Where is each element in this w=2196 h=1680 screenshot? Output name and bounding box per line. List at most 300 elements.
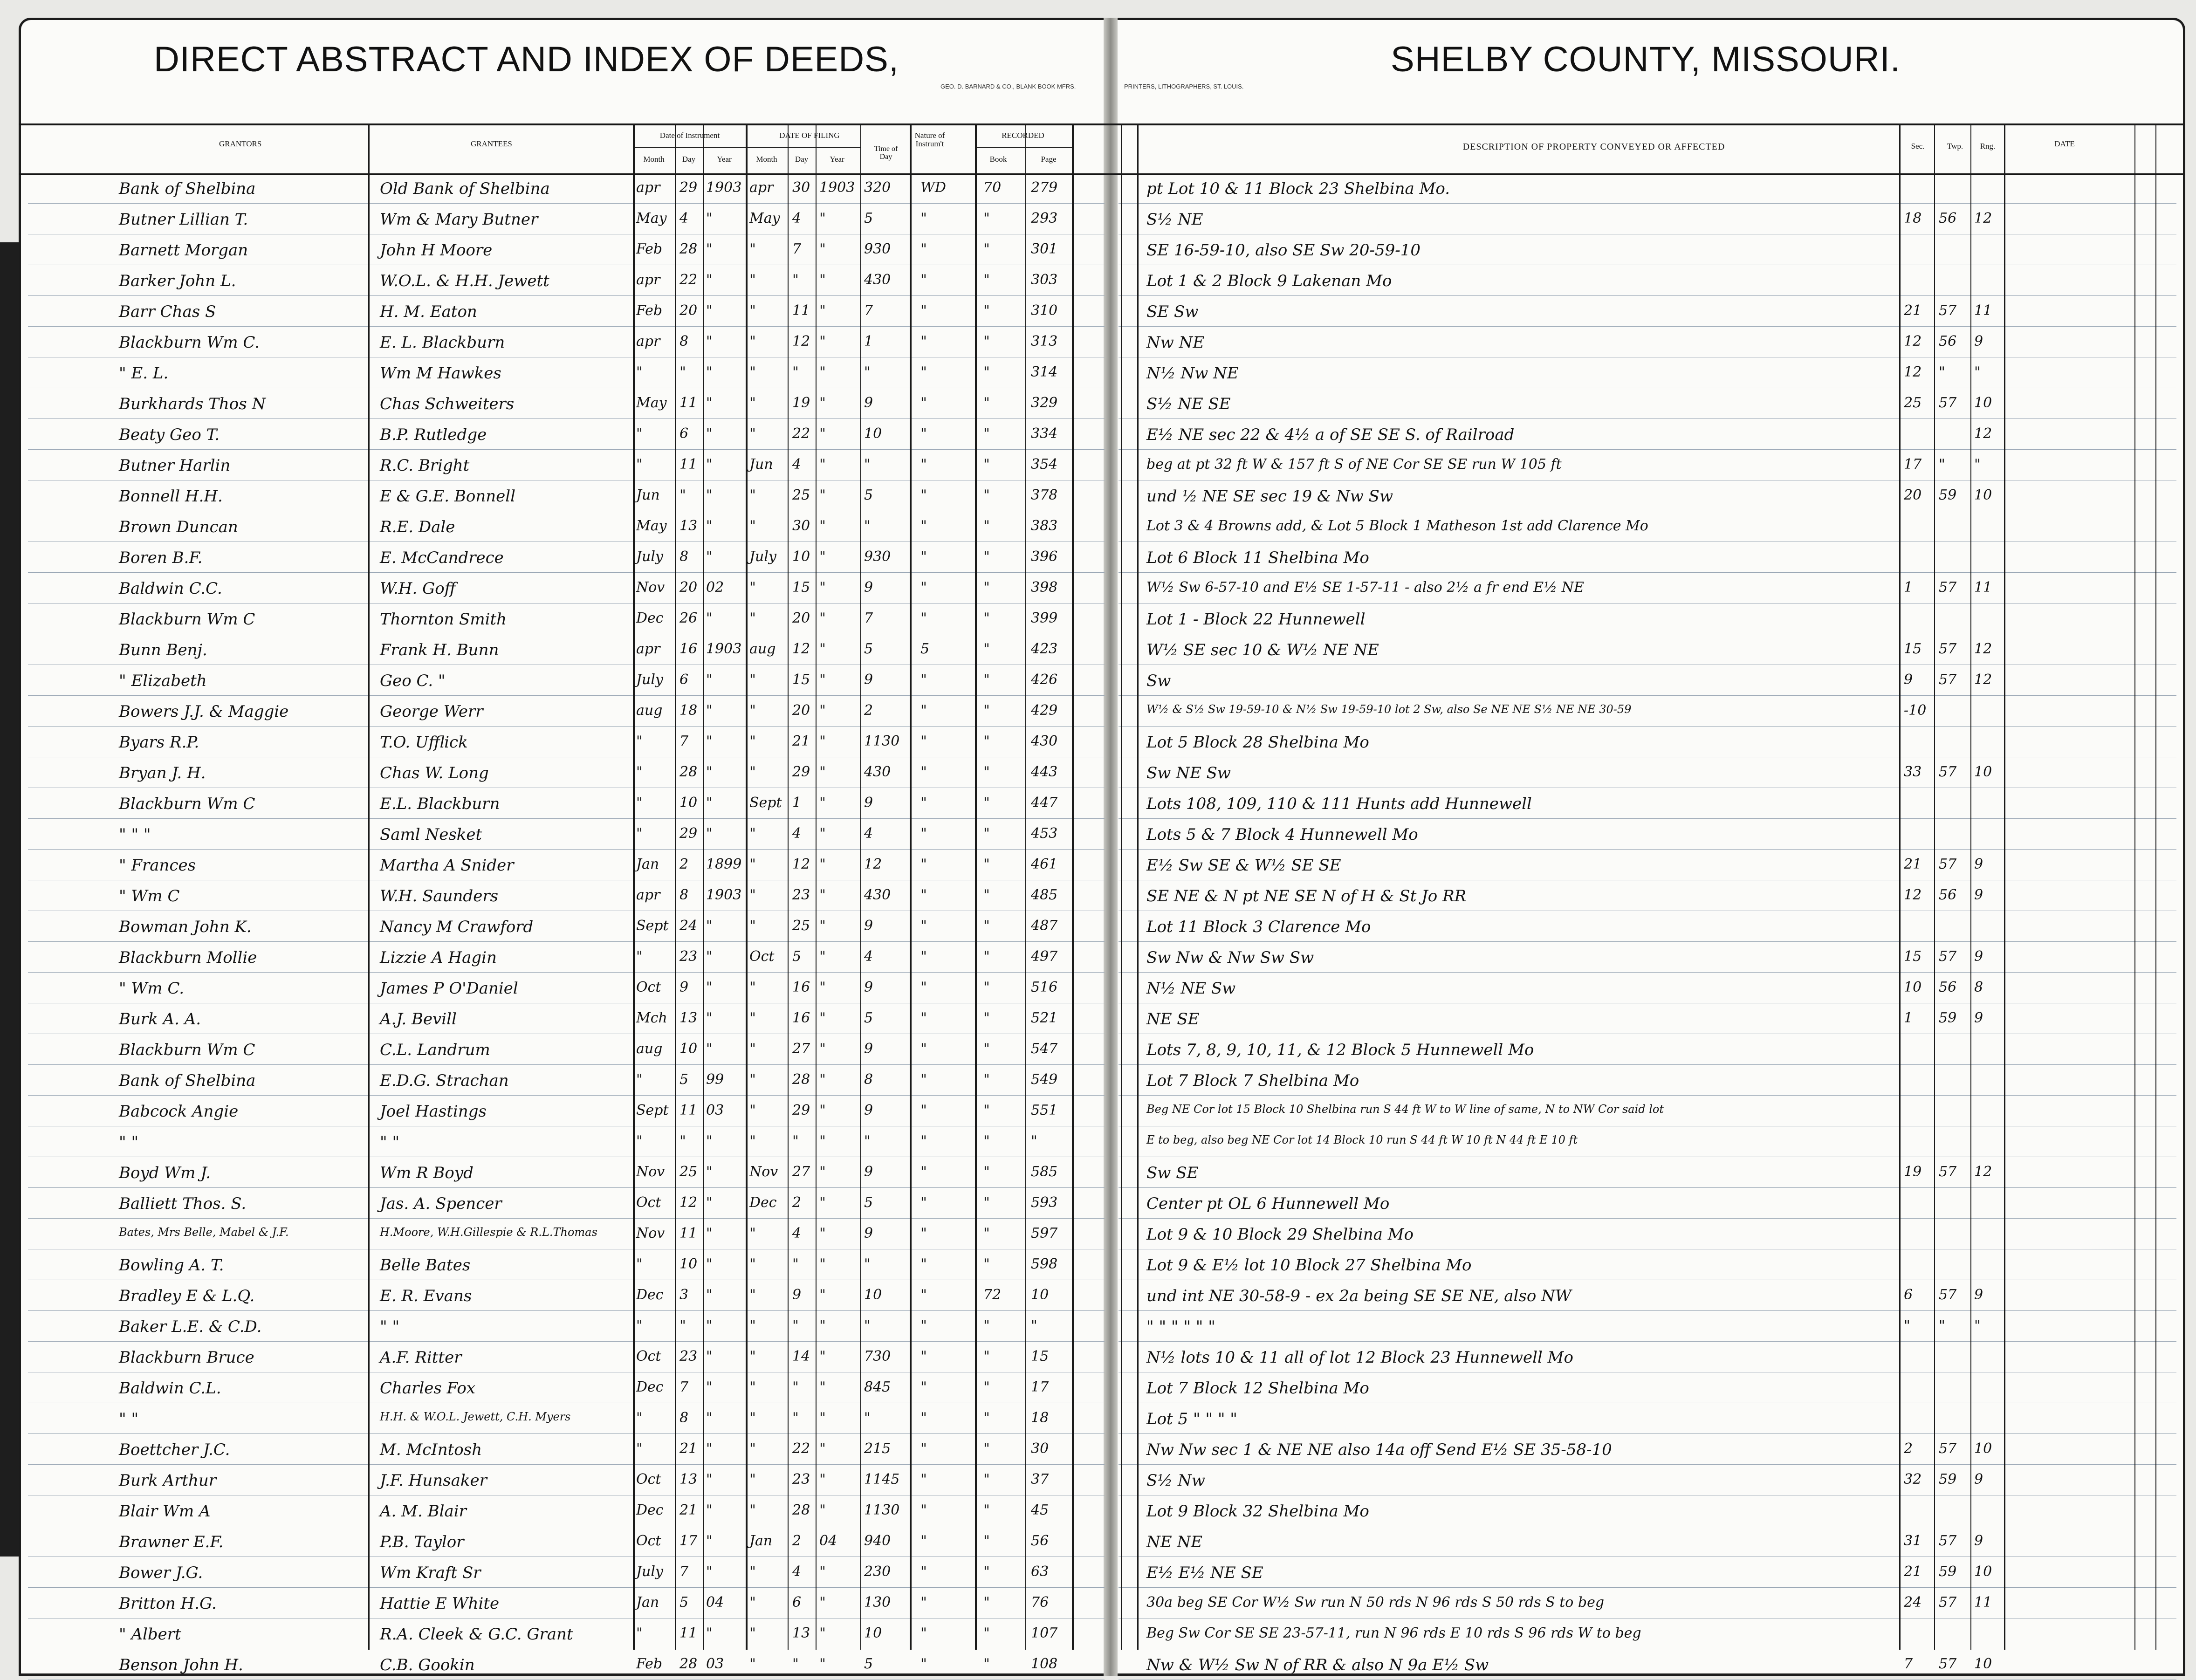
entry-grantor: Blackburn Wm C (119, 1041, 255, 1059)
entry-f-month: apr (749, 179, 774, 196)
entry-rng: 12 (1974, 425, 1992, 442)
entry-book: 72 (983, 1287, 1002, 1303)
book-gutter (1104, 18, 1118, 1676)
entry-grantor: " Frances (119, 856, 196, 875)
entry-f-year: " (819, 1656, 826, 1672)
entry-twp: " (1939, 1317, 1945, 1334)
entry-book: 70 (983, 179, 1002, 196)
entry-time: 430 (864, 764, 891, 780)
entry-nature: " (920, 918, 927, 934)
entry-grantor: Benson John H. (119, 1656, 243, 1674)
header-month-filing: Month (756, 155, 777, 164)
entry-grantee: Chas W. Long (380, 764, 489, 782)
entry-i-month: Jan (636, 856, 659, 872)
entry-sec: 12 (1904, 364, 1922, 380)
entry-f-day: 22 (792, 1440, 810, 1457)
entry-f-year: " (819, 1440, 826, 1457)
entry-nature: " (920, 241, 927, 257)
entry-book: " (983, 1225, 990, 1241)
entry-i-year: " (706, 1502, 713, 1518)
entry-f-month: " (749, 1348, 756, 1365)
entry-grantor: " " (119, 1410, 139, 1428)
entry-i-day: 5 (679, 1594, 689, 1611)
entry-grantor: Barr Chas S (119, 302, 216, 321)
entry-f-month: " (749, 1010, 756, 1026)
entry-i-year: " (706, 425, 713, 442)
row-rule (28, 726, 1105, 727)
entry-grantee: H. M. Eaton (380, 302, 477, 321)
entry-page: 310 (1031, 302, 1058, 319)
entry-page: 329 (1031, 395, 1058, 411)
entry-nature: WD (920, 179, 946, 196)
entry-time: " (864, 1410, 871, 1426)
entry-f-year: " (819, 887, 826, 903)
entry-f-day: " (792, 272, 799, 288)
row-rule (1119, 1310, 2176, 1311)
entry-time: 9 (864, 672, 873, 688)
entry-book: " (983, 364, 990, 380)
entry-i-day: 21 (679, 1502, 698, 1518)
entry-i-month: aug (636, 1041, 663, 1057)
entry-f-month: " (749, 241, 756, 257)
entry-nature: 5 (920, 641, 930, 657)
entry-time: 4 (864, 948, 873, 965)
entry-book: " (983, 425, 990, 442)
entry-i-day: 20 (679, 579, 698, 596)
entry-grantee: A.F. Ritter (380, 1348, 462, 1367)
entry-time: 4 (864, 825, 873, 842)
entry-nature: " (920, 1440, 927, 1457)
entry-sec: 19 (1904, 1164, 1922, 1180)
entry-grantee: J.F. Hunsaker (380, 1471, 487, 1490)
entry-f-year: " (819, 1194, 826, 1211)
entry-page: 383 (1031, 518, 1058, 534)
column-rule (1072, 123, 1074, 1650)
entry-page: 593 (1031, 1194, 1058, 1211)
entry-grantor: Blair Wm A (119, 1502, 211, 1521)
entry-page: 447 (1031, 795, 1058, 811)
entry-i-day: 8 (679, 887, 689, 903)
entry-book: " (983, 856, 990, 872)
entry-nature: " (920, 1563, 927, 1580)
entry-twp: 57 (1939, 1164, 1957, 1180)
entry-page: 30 (1031, 1440, 1049, 1457)
entry-f-day: 2 (792, 1533, 802, 1549)
entry-i-year: 02 (706, 579, 724, 596)
entry-i-year: 03 (706, 1102, 724, 1118)
entry-nature: " (920, 1317, 927, 1334)
entry-book: " (983, 1317, 990, 1334)
entry-grantor: Britton H.G. (119, 1594, 217, 1613)
entry-i-day: 20 (679, 302, 698, 319)
entry-nature: " (920, 549, 927, 565)
row-rule (1119, 1095, 2176, 1096)
row-rule (28, 1464, 1105, 1465)
entry-grantee: M. McIntosh (380, 1440, 482, 1459)
entry-page: 551 (1031, 1102, 1058, 1118)
entry-nature: " (920, 610, 927, 626)
entry-sec: 25 (1904, 395, 1922, 411)
entry-page: 521 (1031, 1010, 1058, 1026)
entry-f-year: " (819, 641, 826, 657)
entry-f-day: 4 (792, 456, 802, 473)
entry-nature: " (920, 302, 927, 319)
entry-f-month: " (749, 579, 756, 596)
entry-i-day: 28 (679, 241, 698, 257)
entry-grantee: W.H. Saunders (380, 887, 499, 905)
entry-description: SE Sw (1146, 302, 1199, 321)
entry-i-year: " (706, 918, 713, 934)
entry-i-month: May (636, 518, 667, 534)
entry-f-month: " (749, 672, 756, 688)
entry-book: " (983, 518, 990, 534)
entry-nature: " (920, 1071, 927, 1088)
entry-grantor: " Albert (119, 1625, 181, 1644)
entry-f-year: " (819, 241, 826, 257)
entry-f-day: " (792, 1317, 799, 1334)
entry-time: 12 (864, 856, 882, 872)
entry-book: " (983, 825, 990, 842)
header-description: DESCRIPTION OF PROPERTY CONVEYED OR AFFECTED (1462, 142, 1725, 152)
entry-i-month: apr (636, 179, 660, 196)
entry-i-year: " (706, 1625, 713, 1641)
entry-book: " (983, 641, 990, 657)
row-rule (28, 1310, 1105, 1311)
entry-rng: 12 (1974, 1164, 1992, 1180)
entry-rng: 11 (1974, 1594, 1992, 1611)
entry-i-month: Oct (636, 1194, 661, 1211)
row-rule (28, 1187, 1105, 1188)
entry-description: Lot 9 & 10 Block 29 Shelbina Mo (1146, 1225, 1414, 1244)
entry-twp: 57 (1939, 302, 1957, 319)
header-book: Book (989, 155, 1007, 164)
entry-grantor: Baldwin C.C. (119, 579, 222, 598)
entry-time: 320 (864, 179, 891, 196)
entry-f-day: 16 (792, 979, 810, 995)
entry-page: 487 (1031, 918, 1058, 934)
entry-time: 9 (864, 979, 873, 995)
entry-book: " (983, 1471, 990, 1488)
header-year-instrument: Year (717, 155, 732, 164)
header-twp: Twp. (1947, 142, 1963, 151)
entry-book: " (983, 1656, 990, 1672)
entry-grantor: Barnett Morgan (119, 241, 248, 260)
entry-nature: " (920, 1348, 927, 1365)
row-rule (28, 203, 1105, 204)
entry-grantee: A. M. Blair (380, 1502, 467, 1521)
header-date: DATE (2054, 139, 2075, 148)
entry-i-year: " (706, 1317, 713, 1334)
entry-twp: 57 (1939, 1440, 1957, 1457)
entry-f-day: 9 (792, 1287, 802, 1303)
entry-grantor: " Wm C. (119, 979, 185, 998)
entry-rng: 10 (1974, 1656, 1992, 1672)
entry-grantee: E. L. Blackburn (380, 333, 505, 352)
entry-grantor: Blackburn Wm C (119, 610, 255, 629)
entry-page: 378 (1031, 487, 1058, 503)
header-nature: Nature of Instrum't (914, 131, 945, 148)
entry-grantor: Bank of Shelbina (119, 179, 256, 198)
entry-book: " (983, 1010, 990, 1026)
printer-imprint-left: GEO. D. BARNARD & CO., BLANK BOOK MFRS. (940, 83, 1076, 90)
entry-sec: 18 (1904, 210, 1922, 226)
entry-rng: 10 (1974, 395, 1992, 411)
entry-grantee: Lizzie A Hagin (380, 948, 497, 967)
entry-twp: 59 (1939, 1471, 1957, 1488)
entry-i-year: " (706, 672, 713, 688)
entry-description: Lot 3 & 4 Browns add, & Lot 5 Block 1 Matheson 1st add Clarence Mo (1146, 518, 1648, 534)
entry-sec: 21 (1904, 1563, 1922, 1580)
row-rule (1119, 695, 2176, 696)
entry-book: " (983, 979, 990, 995)
entry-book: " (983, 1563, 990, 1580)
column-rule (746, 123, 748, 1650)
column-rule (1934, 123, 1935, 1650)
entry-i-day: 11 (679, 456, 698, 473)
printer-imprint-right: PRINTERS, LITHOGRAPHERS, ST. LOUIS. (1124, 83, 1244, 90)
entry-rng: 10 (1974, 1440, 1992, 1457)
entry-nature: " (920, 579, 927, 596)
entry-nature: " (920, 1194, 927, 1211)
entry-description: SE NE & N pt NE SE N of H & St Jo RR (1146, 887, 1467, 905)
entry-f-year: " (819, 579, 826, 596)
entry-page: 313 (1031, 333, 1058, 350)
entry-i-year: " (706, 948, 713, 965)
header-date-instrument: Date of Instrument (659, 131, 720, 140)
column-rule (1899, 123, 1901, 1650)
entry-i-day: " (679, 487, 686, 503)
entry-i-day: 13 (679, 1471, 698, 1488)
entry-description: S½ NE (1146, 210, 1203, 229)
entry-description: Lot 11 Block 3 Clarence Mo (1146, 918, 1371, 936)
entry-grantee: R.E. Dale (380, 518, 455, 536)
entry-twp: 57 (1939, 764, 1957, 780)
entry-f-day: 4 (792, 1563, 802, 1580)
entry-page: 399 (1031, 610, 1058, 626)
entry-description: Sw SE (1146, 1164, 1199, 1182)
entry-sec: 1 (1904, 579, 1913, 596)
entry-f-month: " (749, 610, 756, 626)
entry-grantor: Bowers J.J. & Maggie (119, 702, 289, 721)
header-date-filing: DATE OF FILING (779, 131, 840, 140)
entry-book: " (983, 1625, 990, 1641)
entry-f-day: 19 (792, 395, 810, 411)
entry-grantor: Bunn Benj. (119, 641, 207, 659)
entry-i-month: Dec (636, 1502, 664, 1518)
entry-i-day: 16 (679, 641, 698, 657)
entry-f-day: 30 (792, 518, 810, 534)
entry-grantor: Blackburn Wm C (119, 795, 255, 813)
row-rule (1119, 449, 2176, 450)
entry-grantee: W.H. Goff (380, 579, 456, 598)
entry-f-day: 5 (792, 948, 802, 965)
entry-i-month: Dec (636, 1287, 664, 1303)
entry-nature: " (920, 825, 927, 842)
entry-description: Lots 7, 8, 9, 10, 11, & 12 Block 5 Hunnewell Mo (1146, 1041, 1534, 1059)
entry-f-day: 27 (792, 1164, 810, 1180)
entry-grantee: Nancy M Crawford (380, 918, 534, 936)
row-rule (1119, 295, 2176, 296)
column-rule (368, 123, 370, 1650)
row-rule (28, 1218, 1105, 1219)
entry-grantee: Charles Fox (380, 1379, 476, 1398)
entry-description: W½ Sw 6-57-10 and E½ SE 1-57-11 - also 2½ a fr end E½ NE (1146, 579, 1584, 596)
entry-i-year: " (706, 549, 713, 565)
column-rule (2004, 123, 2005, 1650)
entry-description: W½ & S½ Sw 19-59-10 & N½ Sw 19-59-10 lot 2 Sw, also Se NE NE S½ NE NE 30-59 (1146, 703, 1632, 716)
entry-rng: 9 (1974, 1010, 1983, 1026)
entry-time: 930 (864, 549, 891, 565)
entry-i-year: " (706, 210, 713, 226)
entry-description: Lots 5 & 7 Block 4 Hunnewell Mo (1146, 825, 1418, 844)
entry-f-day: 15 (792, 672, 810, 688)
header-grantees: GRANTEES (471, 139, 512, 148)
entry-f-year: " (819, 395, 826, 411)
left-page (19, 18, 1116, 1676)
entry-i-month: July (636, 549, 663, 565)
entry-rng: 9 (1974, 856, 1983, 872)
entry-page: 37 (1031, 1471, 1049, 1488)
entry-i-day: 29 (679, 179, 698, 196)
entry-i-month: May (636, 395, 667, 411)
entry-book: " (983, 456, 990, 473)
entry-nature: " (920, 425, 927, 442)
entry-grantee: H.Moore, W.H.Gillespie & R.L.Thomas (380, 1226, 597, 1239)
entry-i-year: " (706, 333, 713, 350)
entry-nature: " (920, 733, 927, 749)
entry-i-year: " (706, 1379, 713, 1395)
entry-sec: 15 (1904, 948, 1922, 965)
entry-sec: 17 (1904, 456, 1922, 473)
row-rule (28, 326, 1105, 327)
entry-rng: " (1974, 1317, 1981, 1334)
entry-i-month: Dec (636, 610, 664, 626)
entry-book: " (983, 1041, 990, 1057)
column-rule (910, 123, 912, 1650)
column-rule (1025, 123, 1026, 1650)
entry-i-month: Nov (636, 1164, 665, 1180)
entry-grantor: Bank of Shelbina (119, 1071, 256, 1090)
entry-i-day: " (679, 1317, 686, 1334)
entry-f-month: " (749, 1133, 756, 1149)
entry-time: 430 (864, 272, 891, 288)
entry-grantor: Bowling A. T. (119, 1256, 224, 1275)
entry-i-year: " (706, 1010, 713, 1026)
entry-book: " (983, 1348, 990, 1365)
entry-grantor: Bowman John K. (119, 918, 252, 936)
entry-i-month: Oct (636, 1533, 661, 1549)
entry-grantor: Blackburn Wm C. (119, 333, 260, 352)
entry-f-day: 4 (792, 210, 802, 226)
entry-nature: " (920, 887, 927, 903)
entry-f-month: " (749, 764, 756, 780)
entry-f-day: " (792, 1133, 799, 1149)
entry-page: 108 (1031, 1656, 1058, 1672)
entry-book: " (983, 579, 990, 596)
entry-f-month: " (749, 1471, 756, 1488)
entry-f-day: 23 (792, 1471, 810, 1488)
entry-page: 293 (1031, 210, 1058, 226)
entry-time: 5 (864, 641, 873, 657)
entry-nature: " (920, 395, 927, 411)
entry-i-day: 26 (679, 610, 698, 626)
entry-description: Lot 5 Block 28 Shelbina Mo (1146, 733, 1369, 752)
entry-nature: " (920, 333, 927, 350)
entry-twp: 57 (1939, 579, 1957, 596)
entry-time: 9 (864, 1164, 873, 1180)
entry-i-day: 4 (679, 210, 689, 226)
entry-time: 930 (864, 241, 891, 257)
entry-grantee: Jas. A. Spencer (380, 1194, 502, 1213)
entry-i-month: " (636, 1317, 643, 1334)
entry-i-year: " (706, 241, 713, 257)
entry-page: 453 (1031, 825, 1058, 842)
entry-f-year: " (819, 1225, 826, 1241)
entry-page: " (1031, 1317, 1037, 1334)
entry-grantee: Wm R Boyd (380, 1164, 474, 1182)
entry-description: Lot 9 Block 32 Shelbina Mo (1146, 1502, 1369, 1521)
entry-page: 426 (1031, 672, 1058, 688)
column-rule (1137, 123, 1139, 1650)
entry-f-month: May (749, 210, 780, 226)
entry-time: 9 (864, 395, 873, 411)
entry-time: 9 (864, 1102, 873, 1118)
entry-f-day: 29 (792, 1102, 810, 1118)
entry-sec: 21 (1904, 302, 1922, 319)
entry-sec: 15 (1904, 641, 1922, 657)
entry-time: 130 (864, 1594, 891, 1611)
entry-f-year: " (819, 1041, 826, 1057)
header-year-filing: Year (830, 155, 844, 164)
entry-i-month: " (636, 1410, 643, 1426)
entry-page: 45 (1031, 1502, 1049, 1518)
entry-i-day: 13 (679, 518, 698, 534)
entry-grantee: Old Bank of Shelbina (380, 179, 550, 198)
row-rule (28, 972, 1105, 973)
entry-f-year: " (819, 948, 826, 965)
entry-f-day: 14 (792, 1348, 810, 1365)
entry-time: 9 (864, 1225, 873, 1241)
entry-time: 5 (864, 1656, 873, 1672)
entry-grantor: Beaty Geo T. (119, 425, 220, 444)
entry-i-year: 03 (706, 1656, 724, 1672)
entry-sec: 31 (1904, 1533, 1922, 1549)
entry-nature: " (920, 364, 927, 380)
entry-grantee: Martha A Snider (380, 856, 514, 875)
row-rule (1119, 1464, 2176, 1465)
entry-i-year: " (706, 487, 713, 503)
header-subrule (975, 147, 1072, 148)
row-rule (1119, 972, 2176, 973)
entry-rng: 9 (1974, 1471, 1983, 1488)
entry-book: " (983, 1379, 990, 1395)
entry-rng: 10 (1974, 764, 1992, 780)
entry-f-month: " (749, 1502, 756, 1518)
entry-time: " (864, 1133, 871, 1149)
entry-time: 10 (864, 1625, 882, 1641)
entry-page: 354 (1031, 456, 1058, 473)
entry-f-month: " (749, 1379, 756, 1395)
entry-sec: " (1904, 1317, 1910, 1334)
entry-description: N½ Nw NE (1146, 364, 1239, 383)
entry-grantee: John H Moore (380, 241, 493, 260)
entry-rng: 9 (1974, 1533, 1983, 1549)
entry-i-day: 29 (679, 825, 698, 842)
entry-f-day: " (792, 1256, 799, 1272)
entry-grantor: Baldwin C.L. (119, 1379, 221, 1398)
entry-time: 10 (864, 425, 882, 442)
entry-page: 63 (1031, 1563, 1049, 1580)
